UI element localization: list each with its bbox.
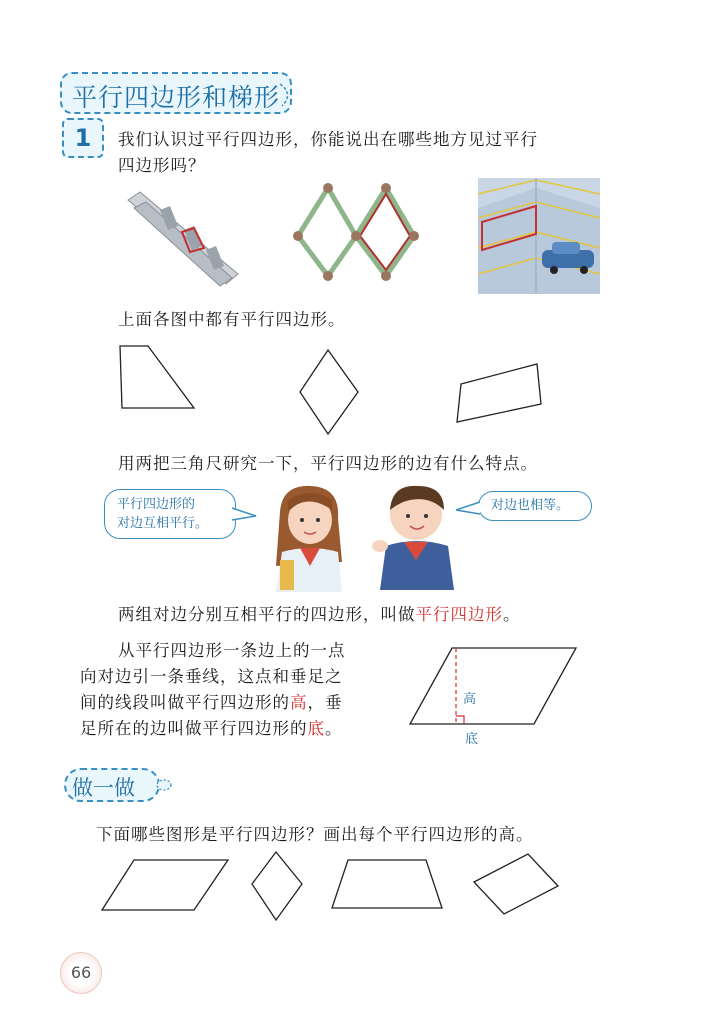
height-def-line3-prefix: 间的线段叫做平行四边形的 — [80, 693, 290, 712]
base-term: 底 — [307, 719, 325, 738]
road-illustration — [478, 178, 602, 294]
height-def-line4 — [80, 716, 343, 742]
parallelogram-definition — [118, 603, 521, 627]
example-question-line2: 四边形吗？ — [118, 156, 206, 175]
base-label: 底 — [465, 732, 479, 747]
images-caption: 上面各图中都有平行四边形。 — [118, 310, 346, 329]
height-def-line1: 从平行四边形一条边上的一点 — [118, 641, 346, 660]
girl-speech-bubble — [104, 489, 236, 539]
practice-trapezoid — [330, 858, 444, 910]
parallelogram-shape-2 — [455, 360, 545, 426]
boy-speech-bubble: 对边也相等。 — [478, 491, 592, 521]
page-number: 66 — [60, 952, 102, 994]
girl-bubble-tail-icon — [232, 506, 258, 522]
practice-parallelogram-tilted — [472, 852, 562, 916]
boy-illustration — [370, 480, 460, 590]
section-title: 平行四边形和梯形 — [72, 83, 281, 112]
boy-bubble-tail-icon — [454, 500, 480, 516]
height-def-line2: 向对边引一条垂线，这点和垂足之 — [80, 667, 343, 686]
height-label: 高 — [463, 692, 477, 707]
girl-illustration — [262, 482, 352, 592]
rhombus-shape — [298, 348, 360, 436]
title-decoration-icon — [276, 80, 300, 110]
lattice-illustration — [288, 180, 428, 280]
height-diagram — [408, 646, 580, 728]
practice-question: 下面哪些图形是平行四边形？画出每个平行四边形的高。 — [96, 825, 534, 844]
height-def-line4-prefix: 足所在的边叫做平行四边形的 — [80, 719, 308, 738]
practice-label: 做一做 — [72, 776, 135, 800]
ladder-illustration — [120, 190, 240, 290]
definition-prefix: 两组对边分别互相平行的四边形，叫做 — [118, 605, 416, 624]
parallelogram-shape-1 — [118, 342, 198, 412]
height-def-line4-suffix: 。 — [325, 719, 343, 738]
definition-term: 平行四边形 — [415, 605, 503, 624]
practice-parallelogram — [100, 858, 230, 912]
example-question-line1: 我们认识过平行四边形，你能说出在哪些地方见过平行 — [118, 130, 538, 149]
height-term: 高 — [290, 693, 308, 712]
girl-speech-line2: 对边互相平行。 — [117, 516, 209, 531]
example-number: 1 — [62, 118, 104, 158]
practice-rhombus — [250, 850, 304, 922]
instruction-text: 用两把三角尺研究一下，平行四边形的边有什么特点。 — [118, 454, 538, 473]
definition-suffix: 。 — [503, 605, 521, 624]
height-def-line3 — [80, 690, 343, 716]
practice-decoration-icon — [156, 778, 174, 792]
girl-speech-line1: 平行四边形的 — [117, 497, 196, 512]
height-def-line3-suffix: ，垂 — [307, 693, 343, 712]
